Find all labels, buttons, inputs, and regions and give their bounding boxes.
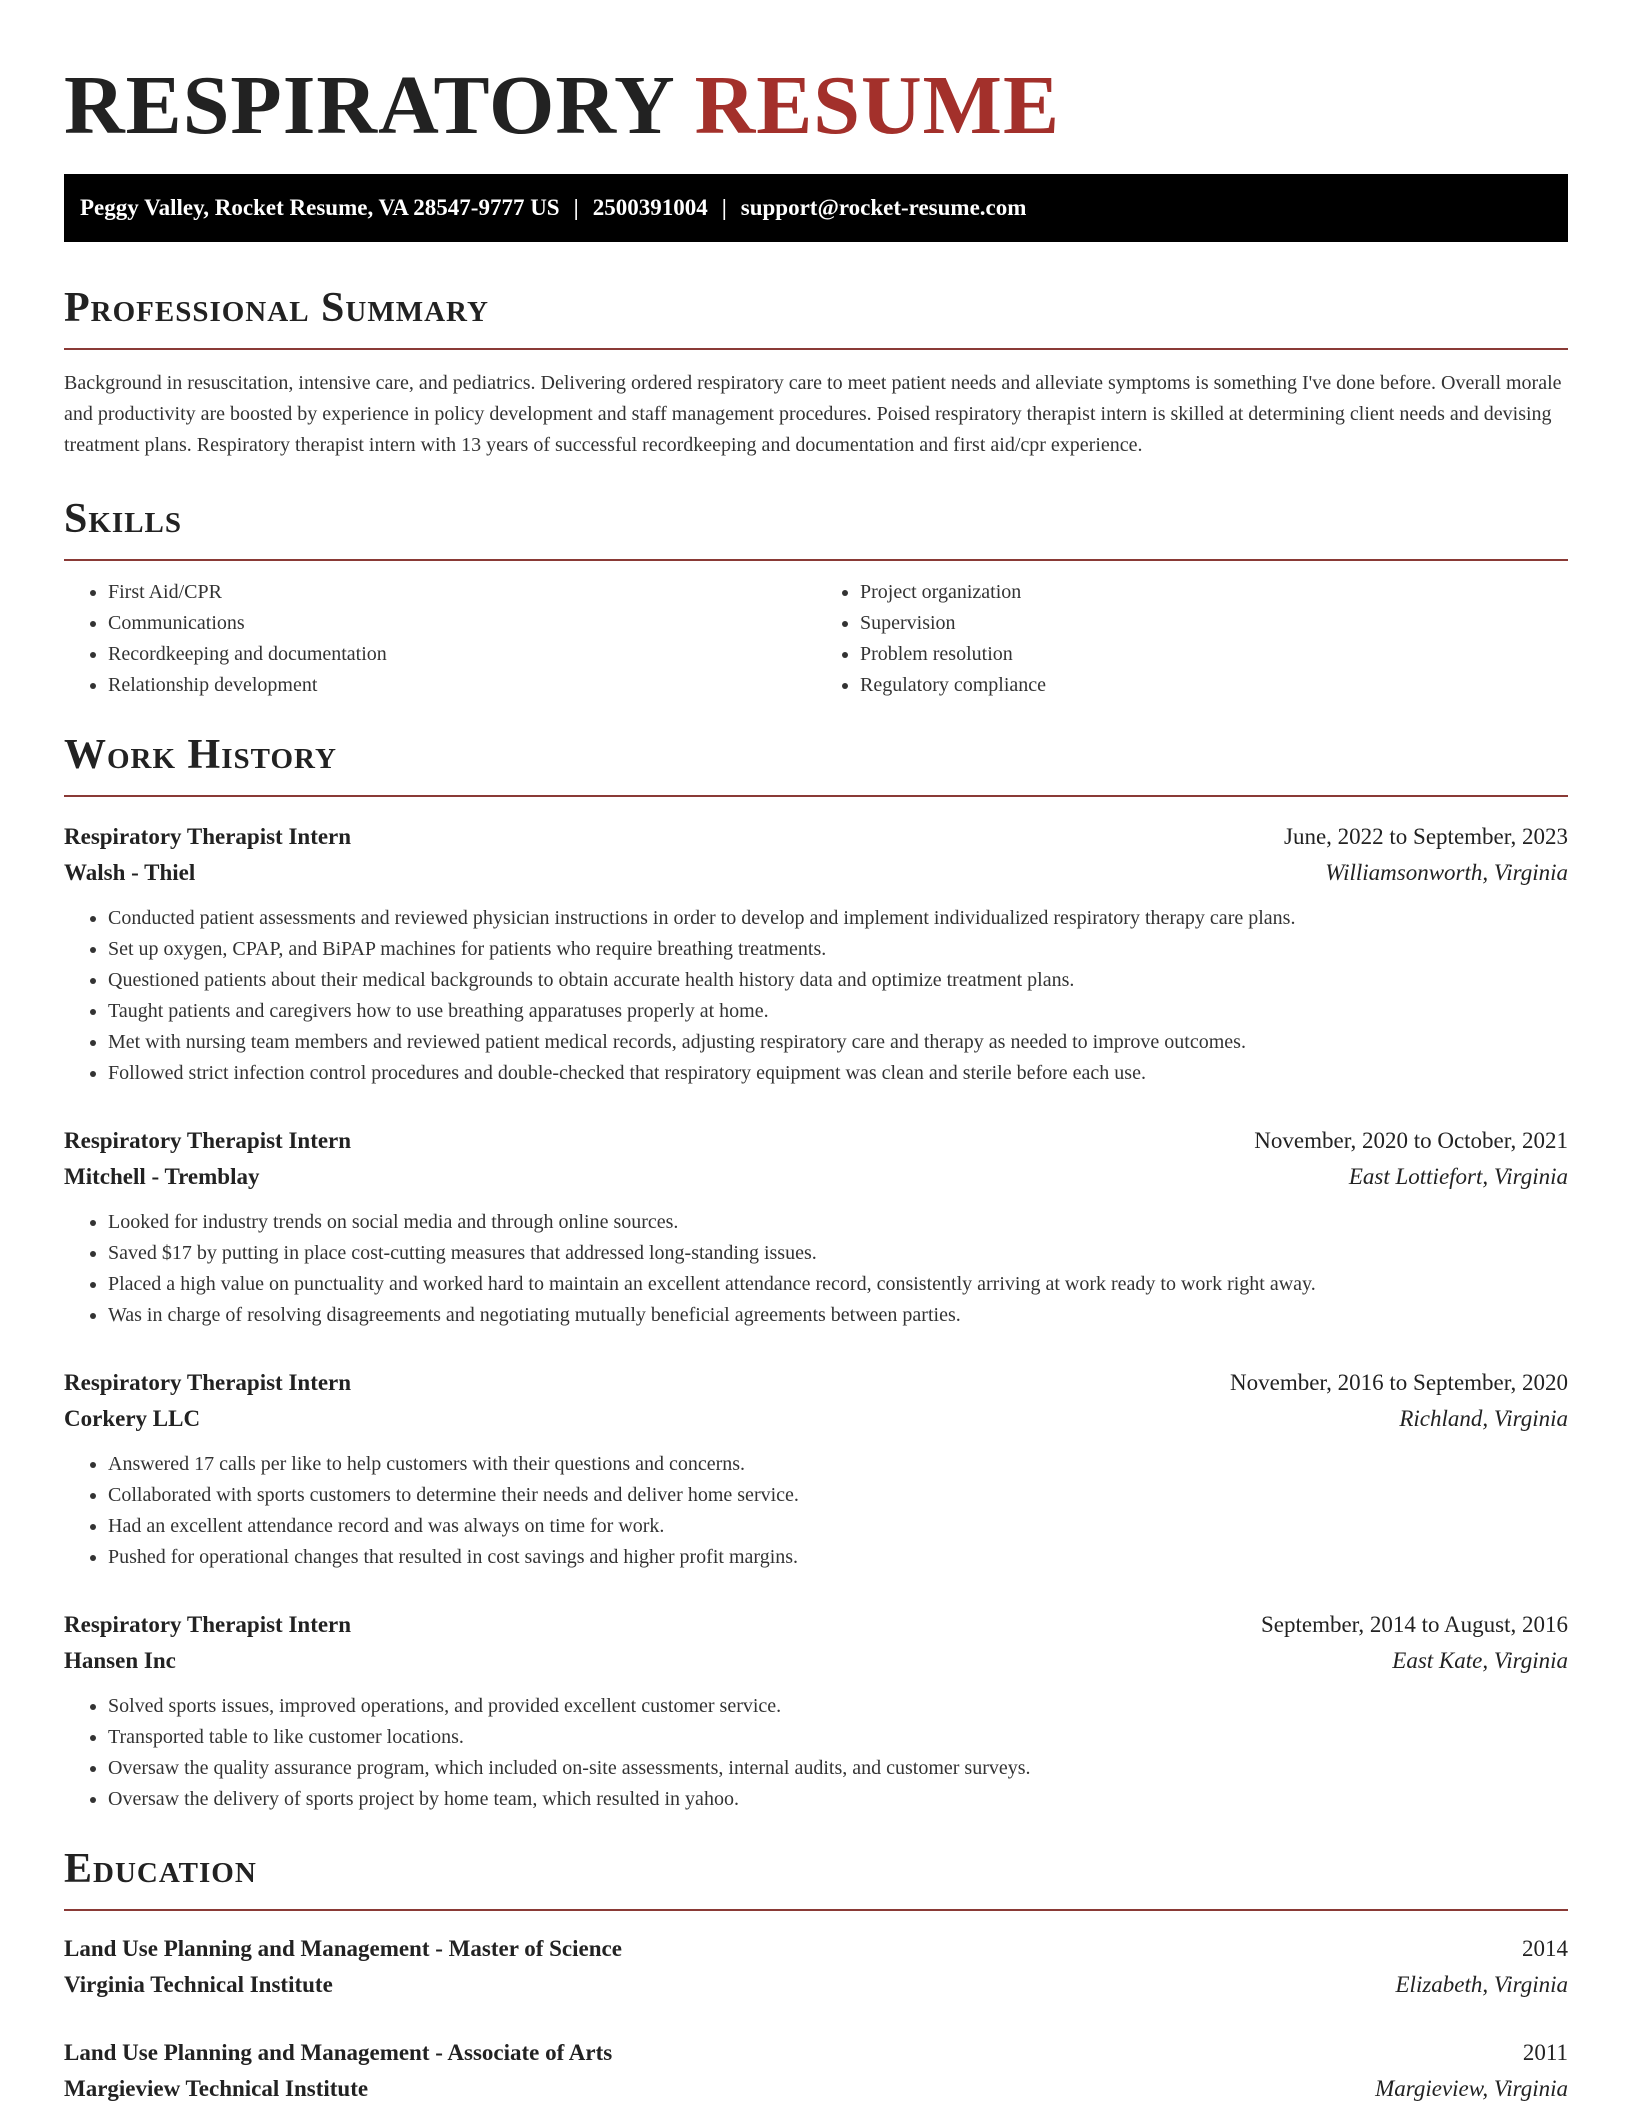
job-bullet: • Questioned patients about their medical backgrounds to obtain accurate health history data and optimize treatment plans. (108, 965, 1568, 996)
job-bullet: • Set up oxygen, CPAP, and BiPAP machines for patients who require breathing treatments. (108, 934, 1568, 965)
section-divider (64, 559, 1568, 561)
job-bullet: • Pushed for operational changes that resulted in cost savings and higher profit margins. (108, 1542, 1568, 1573)
job-bullets (64, 1207, 1568, 1331)
education-school: Virginia Technical Institute (64, 1972, 333, 1997)
job-bullet: • Followed strict infection control procedures and double-checked that respiratory equipment was clean and sterile before each use. (108, 1058, 1568, 1089)
job-location: Richland, Virginia (1399, 1406, 1568, 1431)
job-bullets (64, 1691, 1568, 1815)
job-bullets (64, 903, 1568, 1089)
skill-item: • Supervision (860, 608, 1568, 639)
skills-list-left (64, 577, 816, 701)
job-company: Mitchell - Tremblay (64, 1164, 260, 1189)
skill-item: • Problem resolution (860, 639, 1568, 670)
job-bullet: • Saved $17 by putting in place cost-cutting measures that addressed long-standing issues. (108, 1238, 1568, 1269)
contact-email: support@rocket-resume.com (740, 195, 1027, 220)
education-heading: Education (64, 1846, 257, 1892)
job-title: Respiratory Therapist Intern (64, 1612, 352, 1637)
skills-list-right (816, 577, 1568, 701)
job-bullet: • Oversaw the quality assurance program, which included on-site assessments, internal audits, and customer surveys. (108, 1753, 1568, 1784)
skills-section (64, 495, 1568, 701)
summary-text: Background in resuscitation, intensive care, and pediatrics. Delivering ordered respiratory care to meet patient needs and alleviate symptoms is something I've done before. Overall morale and productivity are boosted by experience in policy development and staff management procedures. Poised respiratory therapist intern is skilled at determining client needs and devising treatment plans. Respiratory therapist intern with 13 years of successful recordkeeping and documentation and first aid/cpr experience. (64, 372, 1562, 456)
summary-section (64, 284, 1568, 461)
education-entry (64, 2035, 1568, 2107)
name-last: RESUME (694, 59, 1060, 152)
education-year: 2011 (1522, 2040, 1568, 2065)
contact-address: Peggy Valley, Rocket Resume, VA 28547-9777 US (80, 195, 560, 220)
summary-heading: Professional Summary (64, 285, 489, 331)
skill-item: • Recordkeeping and documentation (108, 639, 816, 670)
job-dates: September, 2014 to August, 2016 (1260, 1612, 1568, 1637)
job-entry (64, 1607, 1568, 1815)
education-school: Margieview Technical Institute (64, 2076, 369, 2101)
job-bullet: • Looked for industry trends on social media and through online sources. (108, 1207, 1568, 1238)
work-history-section (64, 731, 1568, 1815)
job-bullet: • Transported table to like customer locations. (108, 1722, 1568, 1753)
job-location: Williamsonworth, Virginia (1325, 860, 1568, 885)
job-bullet: • Conducted patient assessments and reviewed physician instructions in order to develop and implement individualized respiratory therapy care plans. (108, 903, 1568, 934)
job-dates: June, 2022 to September, 2023 (1284, 824, 1568, 849)
job-title: Respiratory Therapist Intern (64, 824, 352, 849)
job-entry (64, 1123, 1568, 1331)
job-bullet: • Answered 17 calls per like to help customers with their questions and concerns. (108, 1449, 1568, 1480)
contact-phone: 2500391004 (592, 195, 708, 220)
job-bullet: • Had an excellent attendance record and was always on time for work. (108, 1511, 1568, 1542)
skill-item: • Regulatory compliance (860, 670, 1568, 701)
job-bullets (64, 1449, 1568, 1573)
job-bullet: • Met with nursing team members and reviewed patient medical records, adjusting respiratory care and therapy as needed to improve outcomes. (108, 1027, 1568, 1058)
section-divider (64, 1909, 1568, 1911)
section-divider (64, 795, 1568, 797)
section-divider (64, 348, 1568, 350)
education-location: Margieview, Virginia (1375, 2076, 1568, 2101)
education-entry (64, 1931, 1568, 2003)
skills-heading: Skills (64, 496, 183, 542)
skill-item: • Project organization (860, 577, 1568, 608)
resume-name (64, 0, 1568, 152)
job-title: Respiratory Therapist Intern (64, 1128, 352, 1153)
job-bullet: • Placed a high value on punctuality and worked hard to maintain an excellent attendance record, consistently arriving at work ready to work right away. (108, 1269, 1568, 1300)
skills-columns (64, 577, 1568, 701)
education-year: 2014 (1522, 1936, 1568, 1961)
job-company: Corkery LLC (64, 1406, 201, 1431)
skill-item: • Communications (108, 608, 816, 639)
name-first: RESPIRATORY (64, 59, 673, 152)
job-company: Walsh - Thiel (64, 860, 196, 885)
education-degree: Land Use Planning and Management - Associate of Arts (64, 2040, 613, 2065)
skill-item: • Relationship development (108, 670, 816, 701)
contact-separator: | (721, 195, 727, 220)
skill-item: • First Aid/CPR (108, 577, 816, 608)
job-bullet: • Solved sports issues, improved operations, and provided excellent customer service. (108, 1691, 1568, 1722)
contact-separator: | (573, 195, 579, 220)
job-bullet: • Was in charge of resolving disagreements and negotiating mutually beneficial agreements between parties. (108, 1300, 1568, 1331)
job-bullet: • Oversaw the delivery of sports project by home team, which resulted in yahoo. (108, 1784, 1568, 1815)
job-entry (64, 819, 1568, 1089)
education-location: Elizabeth, Virginia (1395, 1972, 1568, 1997)
work-history-heading: Work History (64, 732, 337, 778)
job-dates: November, 2020 to October, 2021 (1254, 1128, 1568, 1153)
job-company: Hansen Inc (64, 1648, 176, 1673)
education-section (64, 1845, 1568, 2107)
job-entry (64, 1365, 1568, 1573)
job-title: Respiratory Therapist Intern (64, 1370, 352, 1395)
job-dates: November, 2016 to September, 2020 (1230, 1370, 1568, 1395)
job-location: East Kate, Virginia (1392, 1648, 1568, 1673)
job-bullet: • Collaborated with sports customers to determine their needs and deliver home service. (108, 1480, 1568, 1511)
education-degree: Land Use Planning and Management - Master of Science (64, 1936, 622, 1961)
contact-bar (64, 174, 1568, 242)
job-bullet: • Taught patients and caregivers how to use breathing apparatuses properly at home. (108, 996, 1568, 1027)
job-location: East Lottiefort, Virginia (1348, 1164, 1568, 1189)
